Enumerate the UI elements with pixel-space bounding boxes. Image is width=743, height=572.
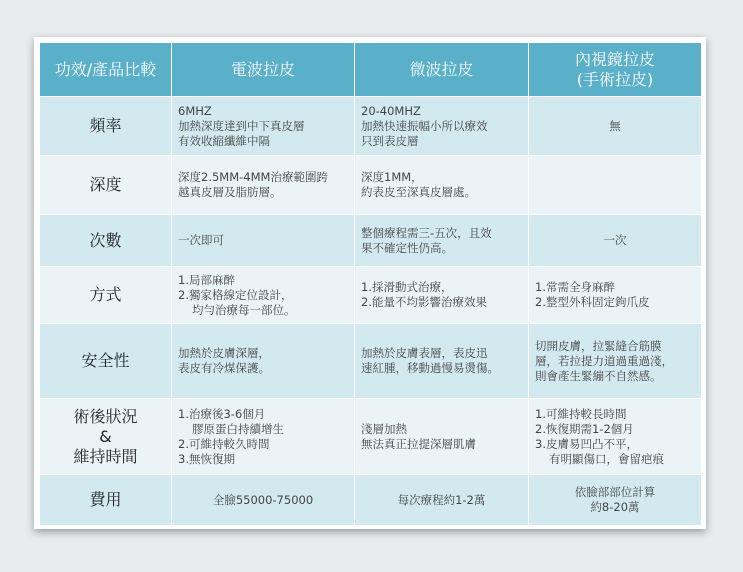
- table-header-row: [40, 43, 702, 97]
- cell-line: 20-40MHZ: [361, 103, 421, 118]
- cell-endoscopic: [529, 399, 702, 475]
- row-recovery: [40, 399, 702, 475]
- cell-line: 越真皮層及脂肪層。: [178, 185, 282, 199]
- cell-line: 深度1MM，: [361, 170, 423, 184]
- cell-line: 無: [609, 118, 621, 133]
- cell-line: 1.可維持較長時間: [535, 406, 627, 421]
- cell-line: 每次療程約1-2萬: [397, 492, 486, 507]
- cell-microwave: [355, 399, 529, 475]
- cell-line: 2.整型外科固定鉤爪皮: [535, 295, 650, 309]
- cell-line: 3.皮膚易凹凸不平，: [535, 436, 638, 451]
- comparison-table: [39, 42, 702, 526]
- cell-microwave: [355, 475, 529, 526]
- cell-endoscopic: [529, 475, 702, 526]
- cell-line: 1.常需全身麻醉: [535, 280, 615, 294]
- cell-rf: [172, 215, 355, 267]
- cell-line: 全臉55000-75000: [212, 492, 314, 507]
- cell-microwave: [355, 97, 529, 156]
- cell-microwave: [355, 267, 529, 324]
- cell-line: 整個療程需三-五次，且效: [361, 225, 492, 240]
- cell-line: 則會產生緊繃不自然感。: [535, 368, 662, 383]
- row-label: [40, 399, 172, 475]
- cell-rf: [172, 97, 355, 156]
- row-label-line: 術後狀況: [73, 406, 138, 426]
- cell-line: 膠原蛋白持續增生: [192, 421, 284, 436]
- cell-rf: [172, 267, 355, 324]
- row-safety: [40, 324, 702, 399]
- cell-line: 1.採滑動式治療，: [361, 280, 453, 294]
- cell-line: 加熱於皮膚深層，: [178, 346, 270, 360]
- row-method: [40, 267, 702, 324]
- cell-endoscopic: [529, 215, 702, 267]
- cell-line: 2.恢復期需1-2個月: [535, 421, 634, 436]
- cell-line: 約8-20萬: [590, 500, 640, 514]
- cell-line: 均勻治療每一部位。: [192, 302, 296, 317]
- row-label: 次數: [40, 215, 172, 267]
- cell-endoscopic: [529, 97, 702, 156]
- row-label-line: 維持時間: [73, 446, 138, 466]
- cell-line: 約表皮至深真皮層處。: [361, 185, 476, 199]
- cell-line: 一次即可: [178, 233, 224, 247]
- cell-microwave: [355, 324, 529, 399]
- cell-rf: [172, 156, 355, 215]
- cell-line: 加熱快速振幅小所以療效: [361, 118, 488, 133]
- cell-line: 只到表皮層: [361, 133, 419, 148]
- cell-endoscopic: [529, 267, 702, 324]
- row-label: 頻率: [40, 97, 172, 156]
- cell-line: 切開皮膚，拉緊縫合筋膜: [535, 338, 662, 353]
- header-microwave-lift: 微波拉皮: [355, 43, 529, 97]
- cell-rf: [172, 399, 355, 475]
- cell-line: 層，若拉提力道過重過淺，: [535, 353, 673, 368]
- cell-line: 2.能量不均影響治療效果: [361, 295, 487, 309]
- row-sessions: [40, 215, 702, 267]
- row-label: 費用: [40, 475, 172, 526]
- cell-endoscopic: [529, 324, 702, 399]
- cell-line: 果不確定性仍高。: [361, 240, 453, 255]
- cell-rf: [172, 324, 355, 399]
- cell-line: 1.局部麻醉: [178, 272, 235, 287]
- row-depth: [40, 156, 702, 215]
- cell-line: 有明顯傷口，會留疤痕: [549, 451, 664, 466]
- cell-line: 加熱於皮膚表層，表皮迅: [361, 346, 488, 360]
- comparison-card: [34, 37, 706, 529]
- row-label-line: &: [99, 426, 112, 446]
- cell-microwave: [355, 156, 529, 215]
- row-label: 方式: [40, 267, 172, 324]
- header-criteria: 功效/產品比較: [40, 43, 172, 97]
- row-frequency: [40, 97, 702, 156]
- cell-rf: [172, 475, 355, 526]
- cell-line: 深度2.5MM-4MM治療範圍跨: [178, 170, 328, 184]
- cell-line: 無法真正拉提深層肌膚: [361, 436, 476, 451]
- cell-line: 表皮有冷煤保護。: [178, 361, 270, 375]
- cell-line: 淺層加熱: [361, 421, 407, 436]
- cell-line: 依臉部部位計算: [574, 485, 656, 499]
- cell-line: 有效收縮纖維中隔: [178, 133, 270, 148]
- cell-endoscopic: [529, 156, 702, 215]
- cell-microwave: [355, 215, 529, 267]
- header-endoscopic-title: 內視鏡拉皮: [574, 49, 655, 69]
- header-endoscopic-subtitle: (手術拉皮): [576, 69, 654, 89]
- cell-line: 一次: [603, 233, 627, 247]
- header-endoscopic-lift: [529, 43, 702, 97]
- row-cost: [40, 475, 702, 526]
- cell-line: 3.無恢復期: [178, 451, 235, 466]
- cell-line: 6MHZ: [178, 103, 212, 118]
- header-rf-lift: 電波拉皮: [172, 43, 355, 97]
- cell-line: 2.可維持較久時間: [178, 436, 270, 451]
- cell-line: 加熱深度達到中下真皮層: [178, 118, 305, 133]
- row-label: 深度: [40, 156, 172, 215]
- cell-line: 1.治療後3-6個月: [178, 406, 266, 421]
- cell-line: 2.獨家格線定位設計，: [178, 287, 293, 302]
- row-label: 安全性: [40, 324, 172, 399]
- cell-line: 速紅腫，移動過慢易燙傷。: [361, 361, 499, 375]
